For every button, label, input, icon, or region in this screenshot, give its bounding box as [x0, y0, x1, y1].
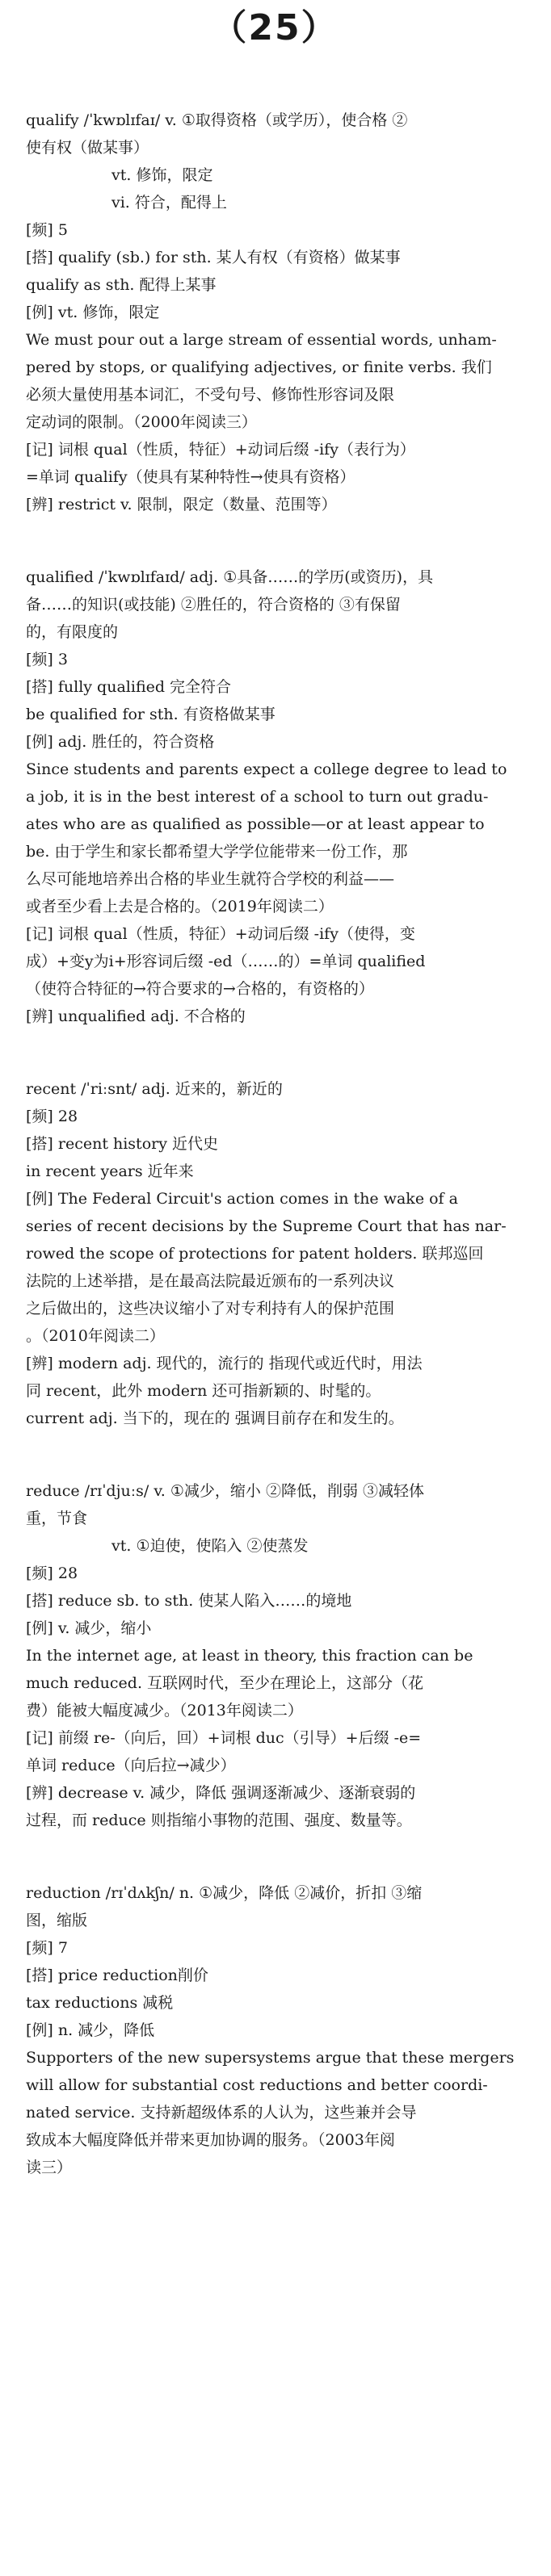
- entry-line: 。（2010年阅读二）: [26, 1327, 165, 1345]
- entry-line: much reduced. 互联网时代，至少在理论上，这部分（花: [26, 1674, 424, 1692]
- entry-line: [记] 前缀 re-（向后，回）+词根 duc（引导）+后缀 -e=: [26, 1729, 422, 1747]
- entry-line: [频] 28: [26, 1108, 78, 1125]
- entry-line: ates who are as qualified as possible—or at least appear to: [26, 815, 485, 833]
- entry-line: vt. ①迫使，使陷入 ②使蒸发: [111, 1537, 309, 1555]
- entry-line: [搭] recent history 近代史: [26, 1135, 218, 1153]
- entry-line: [搭] reduce sb. to sth. 使某人陷入……的境地: [26, 1592, 352, 1610]
- entry-line: 的，有限度的: [26, 623, 119, 641]
- entry-line: will allow for substantial cost reductions and better coordi-: [26, 2076, 488, 2094]
- entry-line: 之后做出的，这些决议缩小了对专利持有人的保护范围: [26, 1300, 395, 1317]
- entry-line: [例] The Federal Circuit's action comes in the wake of a: [26, 1190, 458, 1208]
- entry-line: [搭] fully qualified 完全符合: [26, 678, 232, 696]
- entry-qualify: [26, 107, 524, 518]
- entry-reduce: [26, 1477, 524, 1834]
- entry-line: [辨] modern adj. 现代的，流行的 指现代或近代时，用法: [26, 1355, 423, 1372]
- entry-line: a job, it is in the best interest of a school to turn out gradu-: [26, 788, 489, 806]
- entry-line: 致成本大幅度降低并带来更加协调的服务。（2003年阅: [26, 2131, 395, 2149]
- entry-line: [频] 7: [26, 1939, 68, 1957]
- entry-line: current adj. 当下的，现在的 强调目前存在和发生的。: [26, 1409, 404, 1427]
- entry-line: rowed the scope of protections for patent holders. 联邦巡回: [26, 1245, 484, 1263]
- entry-line: 费）能被大幅度减少。（2013年阅读二）: [26, 1702, 303, 1719]
- entry-line: Since students and parents expect a college degree to lead to: [26, 760, 507, 778]
- entry-line: [例] adj. 胜任的，符合资格: [26, 733, 215, 751]
- entry-line: 图，缩版: [26, 1912, 88, 1929]
- entry-recent: [26, 1075, 524, 1432]
- headword-line: qualify /ˈkwɒlɪfaɪ/ v. ①取得资格（或学历），使合格 ②: [26, 111, 408, 129]
- entry-line: 同 recent，此外 modern 还可指新颖的、时髦的。: [26, 1382, 381, 1400]
- entry-line: [例] vt. 修饰，限定: [26, 304, 160, 321]
- entry-line: [例] n. 减少，降低: [26, 2021, 155, 2039]
- entry-line: 成）+变y为i+形容词后缀 -ed（……的）=单词 qualified: [26, 953, 426, 970]
- entry-line: 么尽可能地培养出合格的毕业生就符合学校的利益——: [26, 870, 395, 888]
- entry-line: [辨] restrict v. 限制，限定（数量、范围等）: [26, 496, 337, 513]
- headword-line: reduce /rɪˈdjuːs/ v. ①减少，缩小 ②降低，削弱 ③减轻体: [26, 1482, 424, 1500]
- entry-line: in recent years 近年来: [26, 1162, 194, 1180]
- headword-line: recent /ˈriːsnt/ adj. 近来的，新近的: [26, 1080, 283, 1098]
- entry-line: 读三）: [26, 2159, 73, 2176]
- entry-line: 使有权（做某事）: [26, 139, 149, 157]
- entry-line: vt. 修饰，限定: [111, 166, 213, 184]
- entry-line: 定动词的限制。（2000年阅读三）: [26, 413, 257, 431]
- entry-line: =单词 qualify（使具有某种特性→使具有资格）: [26, 468, 355, 486]
- page-number: （25）: [211, 7, 339, 48]
- entry-line: In the internet age, at least in theory, this fraction can be: [26, 1647, 473, 1665]
- entry-line: qualify as sth. 配得上某事: [26, 276, 217, 294]
- entry-line: [频] 28: [26, 1564, 78, 1582]
- entry-line: 或者至少看上去是合格的。（2019年阅读二）: [26, 898, 334, 915]
- entry-line: [辨] decrease v. 减少，降低 强调逐渐减少、逐渐衰弱的: [26, 1784, 416, 1802]
- entry-line: [辨] unqualified adj. 不合格的: [26, 1007, 246, 1025]
- entry-line: tax reductions 减税: [26, 1994, 174, 2012]
- entry-line: 备……的知识(或技能) ②胜任的，符合资格的 ③有保留: [26, 596, 401, 614]
- entry-line: 单词 reduce（向后拉→减少）: [26, 1757, 236, 1774]
- entry-line: Supporters of the new supersystems argue that these mergers: [26, 2049, 515, 2067]
- entry-reduction: [26, 1879, 524, 2181]
- entry-line: pered by stops, or qualifying adjectives, or finite verbs. 我们: [26, 358, 492, 376]
- headword-line: qualified /ˈkwɒlɪfaɪd/ adj. ①具备……的学历(或资历)，具: [26, 568, 434, 586]
- entry-line: be. 由于学生和家长都希望大学学位能带来一份工作，那: [26, 843, 408, 861]
- entry-line: series of recent decisions by the Supreme Court that has nar-: [26, 1217, 507, 1235]
- entry-line: [搭] price reduction削价: [26, 1967, 208, 1984]
- entry-line: [例] v. 减少，缩小: [26, 1619, 152, 1637]
- entry-line: [记] 词根 qual（性质，特征）+动词后缀 -ify（使得，变: [26, 925, 415, 943]
- entry-line: [搭] qualify (sb.) for sth. 某人有权（有资格）做某事: [26, 249, 401, 266]
- entry-line: 过程，而 reduce 则指缩小事物的范围、强度、数量等。: [26, 1812, 412, 1829]
- entry-line: [频] 3: [26, 651, 68, 668]
- entry-line: [记] 词根 qual（性质，特征）+动词后缀 -ify（表行为）: [26, 441, 415, 459]
- entry-line: We must pour out a large stream of essential words, unham-: [26, 331, 497, 349]
- entry-line: vi. 符合，配得上: [111, 194, 227, 212]
- entry-list: [26, 107, 524, 2181]
- entry-qualified: [26, 563, 524, 1030]
- headword-line: reduction /rɪˈdʌkʃn/ n. ①减少，降低 ②减价，折扣 ③缩: [26, 1884, 423, 1902]
- entry-line: 重，节食: [26, 1510, 88, 1527]
- entry-line: [频] 5: [26, 221, 68, 239]
- entry-line: 法院的上述举措，是在最高法院最近颁布的一系列决议: [26, 1272, 395, 1290]
- entry-line: nated service. 支持新超级体系的人认为，这些兼并会导: [26, 2104, 417, 2122]
- entry-line: be qualified for sth. 有资格做某事: [26, 706, 276, 723]
- entry-line: 必须大量使用基本词汇，不受句号、修饰性形容词及限: [26, 386, 395, 404]
- entry-line: （使符合特征的→符合要求的→合格的，有资格的）: [26, 980, 374, 998]
